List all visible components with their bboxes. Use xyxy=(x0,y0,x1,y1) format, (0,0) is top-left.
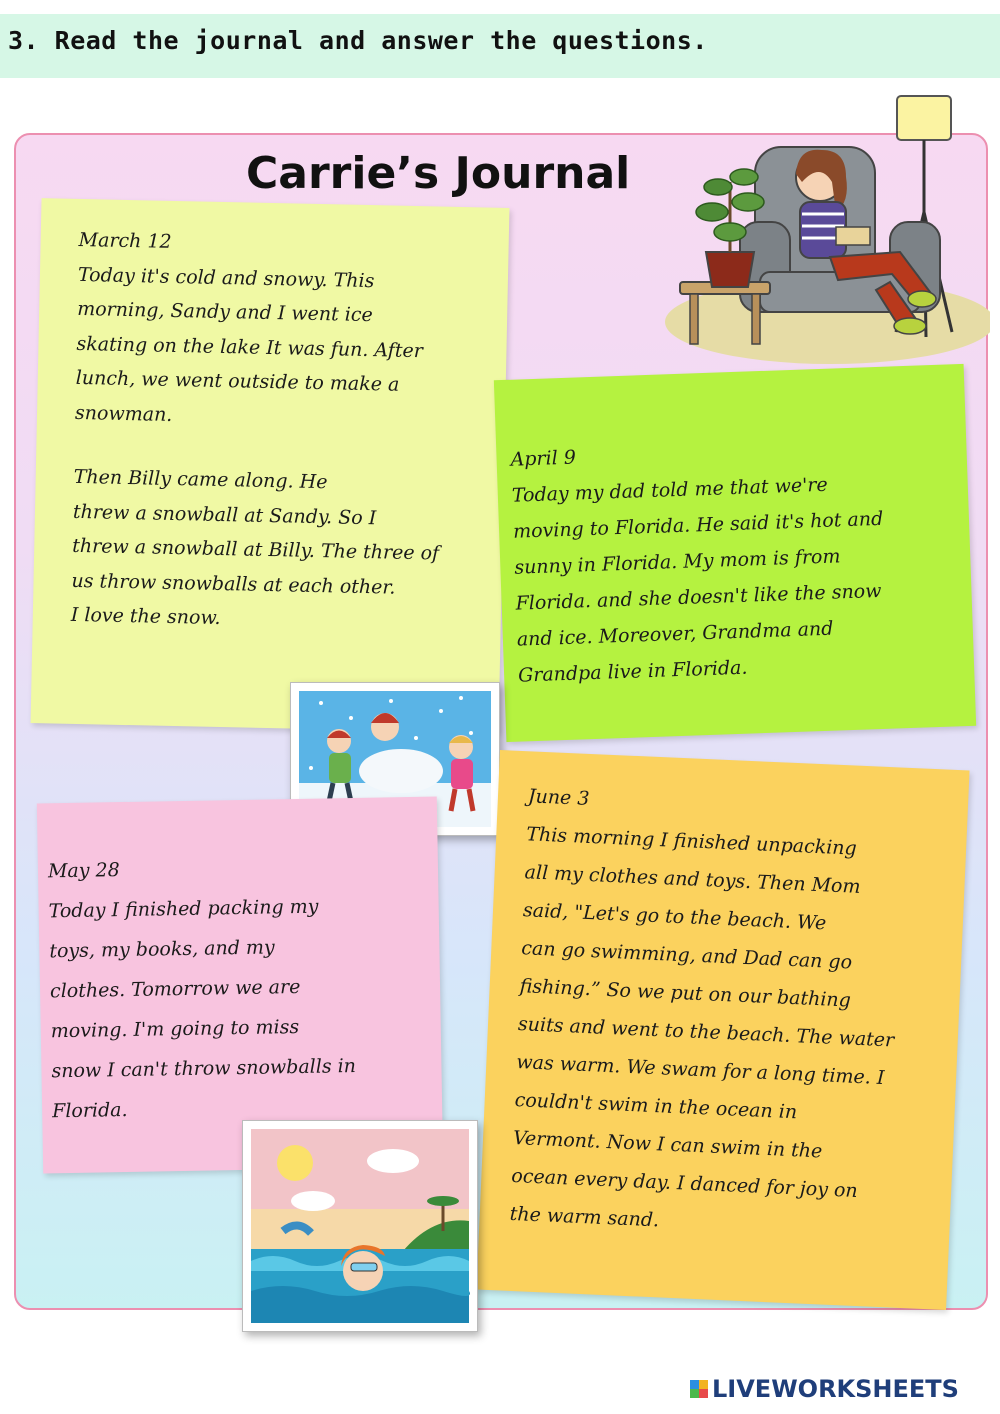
entry-line: clothes. Tomorrow we are xyxy=(49,975,301,1003)
journal-title: Carrie’s Journal xyxy=(246,148,631,199)
entry-line: said, "Let's go to the beach. We xyxy=(522,899,827,935)
entry-line: Grandpa live in Florida. xyxy=(517,656,748,687)
liveworksheets-logo-icon xyxy=(690,1380,708,1398)
instruction-text: 3. Read the journal and answer the questions. xyxy=(8,26,708,55)
entry-line: all my clothes and toys. Then Mom xyxy=(524,861,861,898)
entry-line: fishing.” So we put on our bathing xyxy=(519,975,852,1012)
entry-line: threw a snowball at Sandy. So I xyxy=(72,500,377,529)
entry-line: I love the snow. xyxy=(70,603,221,629)
entry-line: Florida. xyxy=(51,1098,128,1123)
entry-line: moving to Florida. He said it's hot and xyxy=(512,507,884,543)
entry-line: was warm. We swam for a long time. I xyxy=(515,1051,885,1090)
entry-line: Today it's cold and snowy. This xyxy=(77,263,375,292)
entry-line: Then Billy came along. He xyxy=(73,465,328,494)
entry-line: threw a snowball at Billy. The three of xyxy=(72,534,440,565)
entry-line: suits and went to the beach. The water xyxy=(517,1013,895,1052)
entry-line: Today my dad told me that we're xyxy=(511,473,829,507)
entry-line: toys, my books, and my xyxy=(49,936,275,963)
entry-line: Vermont. Now I can swim in the xyxy=(512,1126,823,1163)
entry-line: This morning I finished unpacking xyxy=(525,823,858,860)
entry-date: June 3 xyxy=(527,785,590,810)
journal-entry-april xyxy=(494,364,976,742)
entry-line: morning, Sandy and I went ice xyxy=(77,297,373,327)
entry-line: Florida. and she doesn't like the snow xyxy=(515,579,882,615)
entry-line: and ice. Moreover, Grandma and xyxy=(516,617,834,651)
entry-line: couldn't swim in the ocean in xyxy=(514,1088,798,1124)
entry-line: lunch, we went outside to make a xyxy=(75,366,400,396)
entry-line: snow I can't throw snowballs in xyxy=(51,1054,357,1083)
entry-line: snowman. xyxy=(74,401,173,426)
entry-line: moving. I'm going to miss xyxy=(50,1015,300,1043)
journal-entry-may xyxy=(37,797,443,1174)
entry-date: April 9 xyxy=(510,446,577,471)
entry-line: ocean every day. I danced for joy on xyxy=(510,1164,859,1203)
girl-swimming-beach-illustration xyxy=(242,1120,478,1332)
liveworksheets-logo xyxy=(690,1375,959,1403)
brand-text: LIVEWORKSHEETS xyxy=(712,1375,959,1403)
entry-line: can go swimming, and Dad can go xyxy=(520,937,853,974)
entry-date: May 28 xyxy=(47,859,120,883)
entry-line: sunny in Florida. My mom is from xyxy=(513,545,841,579)
journal-entry-june xyxy=(476,750,969,1310)
entry-line: us throw snowballs at each other. xyxy=(71,569,396,599)
entry-date: March 12 xyxy=(78,228,172,253)
entry-line: Today I finished packing my xyxy=(48,895,319,923)
girl-reading-armchair-illustration xyxy=(660,92,990,372)
entry-line: the warm sand. xyxy=(509,1202,660,1232)
journal-entry-march xyxy=(31,198,510,733)
entry-line: skating on the lake It was fun. After xyxy=(76,332,424,362)
